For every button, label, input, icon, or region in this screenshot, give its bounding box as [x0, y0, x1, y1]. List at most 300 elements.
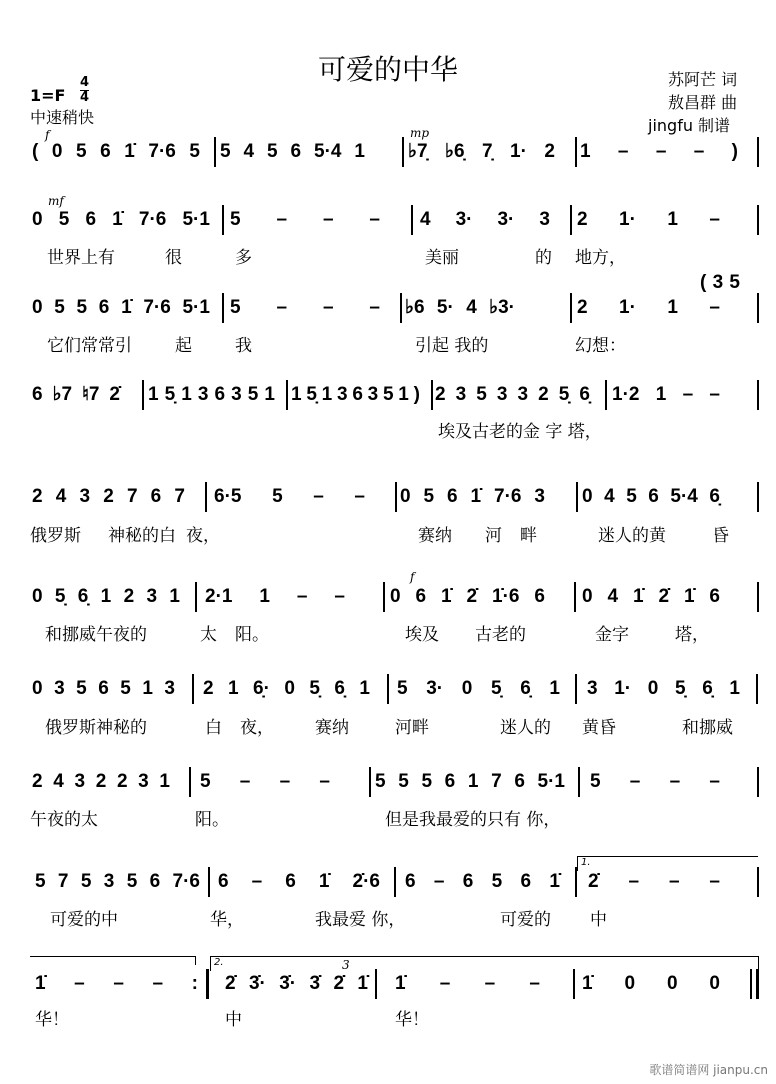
- note: 5: [272, 486, 283, 507]
- note: 2: [123, 586, 135, 607]
- note: 7: [126, 486, 138, 507]
- measure: [400, 486, 545, 508]
- note: 4: [55, 486, 67, 507]
- barline: [757, 482, 759, 512]
- note: 0: [647, 678, 659, 699]
- barline: [395, 482, 397, 512]
- note: 2̇: [466, 586, 478, 607]
- barline: [431, 380, 433, 410]
- note: –: [439, 973, 451, 994]
- note: 5·: [436, 297, 454, 318]
- note: 1: [169, 586, 180, 607]
- measure: [408, 141, 555, 163]
- note: 1: [181, 384, 192, 405]
- note: 3: [712, 272, 724, 293]
- note: 0: [461, 678, 473, 699]
- lyric: 午夜的太: [30, 810, 98, 830]
- note: 3: [367, 384, 379, 405]
- barline: [214, 137, 216, 167]
- lyric: 它们常常引: [47, 336, 132, 356]
- note: 6: [85, 209, 97, 230]
- measure: [35, 871, 200, 893]
- note: 2: [577, 297, 588, 318]
- measure: [35, 973, 198, 995]
- barline: [757, 767, 759, 797]
- note: 0: [582, 486, 593, 507]
- note: 2: [577, 209, 588, 230]
- lyric: 埃及: [405, 625, 439, 645]
- lyric: 华，: [210, 910, 244, 930]
- measure: [435, 384, 590, 406]
- lyric: 引起 我的: [415, 336, 489, 356]
- note: 3: [79, 486, 91, 507]
- note: –: [709, 209, 720, 230]
- lyric: 可爱的中: [50, 910, 118, 930]
- measure: [32, 209, 210, 231]
- measure: [588, 871, 720, 893]
- note: 7·6: [138, 209, 167, 230]
- note: –: [682, 384, 694, 405]
- note: 6: [709, 586, 720, 607]
- note: 3: [103, 871, 115, 892]
- note: ♮7: [82, 384, 100, 405]
- note: –: [668, 871, 680, 892]
- note: 1: [549, 678, 560, 699]
- lyric: 赛纳: [315, 718, 349, 738]
- barline: [575, 867, 577, 897]
- note: 1·: [619, 297, 636, 318]
- note: 1̇: [582, 973, 593, 994]
- barline: [605, 380, 607, 410]
- note: 3·: [426, 678, 444, 699]
- barline: [578, 767, 580, 797]
- lyric: 我: [235, 336, 252, 356]
- note: 5: [76, 297, 88, 318]
- note: 3: [138, 771, 149, 792]
- lyric: 地方，: [575, 248, 626, 268]
- note: 6̣: [709, 486, 720, 507]
- note: 6: [149, 871, 161, 892]
- note: 5̣: [309, 678, 320, 699]
- note: 4: [604, 486, 615, 507]
- note: (: [700, 272, 707, 293]
- note: 1̇: [441, 586, 452, 607]
- note: 5: [626, 486, 637, 507]
- measure: [582, 586, 720, 608]
- triplet-mark: 3: [342, 958, 350, 972]
- lyric: 昏: [712, 526, 729, 546]
- note: 0: [582, 586, 593, 607]
- measure: [577, 209, 720, 231]
- barline: [750, 969, 752, 999]
- volta-label: 2.: [214, 957, 224, 968]
- note: 5: [247, 384, 259, 405]
- lyric: 和挪威午夜的: [45, 625, 147, 645]
- dynamic-mf: mf: [48, 194, 64, 208]
- note: ♭7̣: [408, 141, 428, 162]
- watermark: 歌谱简谱网 jianpu.cn: [649, 1063, 768, 1077]
- note: 1: [655, 384, 667, 405]
- note: 6̣: [579, 384, 590, 405]
- note: 5·4: [314, 141, 342, 162]
- note: 6: [218, 871, 229, 892]
- measure: [420, 209, 550, 231]
- note: 1̇: [470, 486, 482, 507]
- note: –: [296, 586, 308, 607]
- note: 2: [32, 771, 43, 792]
- note: –: [529, 973, 540, 994]
- lyric: 多: [235, 248, 252, 268]
- note: –: [152, 973, 164, 994]
- note: –: [669, 771, 681, 792]
- note: 6̣: [77, 586, 89, 607]
- note: 4: [53, 771, 64, 792]
- lyric: 和挪威: [682, 718, 733, 738]
- note: 5: [491, 871, 503, 892]
- note: 0: [666, 973, 678, 994]
- note: 1: [264, 384, 275, 405]
- barline: [756, 969, 759, 999]
- arranger: jingfu 制谱: [648, 116, 731, 135]
- note: 3: [455, 384, 467, 405]
- note: ♭6̣: [445, 141, 465, 162]
- lyric: 阳。: [195, 810, 229, 830]
- note: 6: [462, 871, 474, 892]
- note: 6: [447, 486, 458, 507]
- note: 1̇: [632, 586, 644, 607]
- note: 1: [259, 586, 270, 607]
- note: –: [709, 297, 720, 318]
- note: 0: [32, 209, 43, 230]
- note: –: [709, 384, 720, 405]
- note: –: [484, 973, 496, 994]
- note: 5: [397, 678, 408, 699]
- note: 3: [539, 209, 550, 230]
- measure: [32, 141, 200, 163]
- note: 5̣: [490, 678, 502, 699]
- note: –: [628, 871, 640, 892]
- note: 1̇: [112, 209, 123, 230]
- note: 5: [80, 871, 92, 892]
- note: 3: [496, 384, 508, 405]
- measure: [32, 384, 120, 406]
- measure: [230, 297, 380, 319]
- note: ♭6: [405, 297, 425, 318]
- barline: [369, 767, 371, 797]
- note: –: [693, 141, 705, 162]
- note: 1·: [510, 141, 527, 162]
- note: –: [276, 297, 288, 318]
- note: 0: [32, 297, 43, 318]
- measure: [32, 678, 175, 700]
- note: 1·: [619, 209, 636, 230]
- note: 1: [100, 586, 112, 607]
- note: –: [251, 871, 263, 892]
- lyric: 畔: [520, 526, 537, 546]
- note: 3: [164, 678, 175, 699]
- note: –: [709, 871, 720, 892]
- note: 5: [35, 871, 46, 892]
- note: 1̇: [683, 586, 695, 607]
- barline: [192, 674, 194, 704]
- measure: [220, 141, 365, 163]
- lyric: 我最爱 你，: [315, 910, 406, 930]
- note: 2: [103, 486, 114, 507]
- note: –: [629, 771, 641, 792]
- note: –: [709, 771, 720, 792]
- measure: [32, 486, 185, 508]
- barline: [286, 380, 288, 410]
- barline: [222, 205, 224, 235]
- note: ♭7: [52, 384, 73, 405]
- dynamic-f: f: [45, 128, 50, 142]
- note: 6: [98, 297, 110, 318]
- note: 0: [709, 973, 720, 994]
- note: 0: [32, 678, 43, 699]
- key-signature: 1=F: [30, 86, 66, 105]
- lyric: 河畔: [395, 718, 429, 738]
- lyric: 塔，: [675, 625, 709, 645]
- volta-1-end: [30, 956, 196, 965]
- note: –: [113, 973, 124, 994]
- note: –: [369, 209, 380, 230]
- note: 3: [517, 384, 529, 405]
- measure: [203, 678, 370, 700]
- note: 7·6: [143, 297, 171, 318]
- note: 5: [126, 871, 138, 892]
- note: 6·5: [214, 486, 242, 507]
- measure: [230, 209, 380, 231]
- lyric: 世界上有: [47, 248, 115, 268]
- lyric: 俄罗斯神秘的: [45, 718, 147, 738]
- note: –: [319, 771, 330, 792]
- barline: [195, 582, 197, 612]
- note: –: [74, 973, 85, 994]
- note: 5̣: [306, 384, 317, 405]
- note: 5·1: [182, 297, 210, 318]
- note: –: [322, 209, 334, 230]
- note: 3̇·: [279, 973, 297, 994]
- note: 5̣: [54, 586, 66, 607]
- measure: [225, 973, 368, 995]
- note: 0: [400, 486, 411, 507]
- note: 2̇: [588, 871, 599, 892]
- note: 5: [76, 678, 87, 699]
- barline: [575, 137, 577, 167]
- note: :: [191, 973, 198, 994]
- measure: [390, 586, 545, 608]
- note: 3·: [455, 209, 473, 230]
- note: 1̇: [549, 871, 560, 892]
- barline: [208, 867, 210, 897]
- note: 7: [57, 871, 69, 892]
- lyric: 的: [535, 248, 552, 268]
- note: –: [354, 486, 365, 507]
- note: 1: [667, 209, 678, 230]
- note: 5: [375, 771, 386, 792]
- note: 2̇: [333, 973, 345, 994]
- note: 5: [220, 141, 231, 162]
- note: 2̇: [225, 973, 236, 994]
- note: 6: [100, 141, 111, 162]
- note: 0: [284, 678, 295, 699]
- note: 7·6: [494, 486, 522, 507]
- note: 5·1: [537, 771, 565, 792]
- note: 1̇: [395, 973, 406, 994]
- note: 6: [520, 871, 532, 892]
- note: 5: [421, 771, 433, 792]
- note: –: [313, 486, 324, 507]
- note: 1·2: [612, 384, 640, 405]
- note: 6: [405, 871, 416, 892]
- note: 1̇: [124, 141, 135, 162]
- barline: [757, 380, 759, 410]
- note: 2̇·6: [352, 871, 380, 892]
- note: 7·6: [172, 871, 200, 892]
- song-title: 可爱的中华: [317, 53, 458, 86]
- barline: [375, 969, 377, 999]
- composer: 敖昌群 曲: [668, 93, 738, 112]
- lyric: 可爱的: [500, 910, 551, 930]
- barline: [206, 969, 209, 999]
- barline: [757, 867, 759, 897]
- note: 1̇·6: [492, 586, 520, 607]
- lyric: 起: [175, 336, 192, 356]
- note: 1: [398, 384, 409, 405]
- time-signature: [80, 76, 89, 105]
- lyric: 华！: [35, 1010, 69, 1030]
- measure: [218, 871, 380, 893]
- note: 1: [159, 771, 170, 792]
- time-signature-top: 4: [80, 75, 90, 90]
- note: –: [433, 871, 445, 892]
- note: 5: [189, 141, 200, 162]
- note: 5: [729, 272, 740, 293]
- note: 5·1: [182, 209, 210, 230]
- note: ): [731, 141, 738, 162]
- note: 1: [228, 678, 239, 699]
- barline: [757, 293, 759, 323]
- note: 1: [729, 678, 740, 699]
- barline: [570, 293, 572, 323]
- note: 3: [231, 384, 242, 405]
- note: 1: [321, 384, 333, 405]
- barline: [400, 293, 402, 323]
- note: 2: [116, 771, 128, 792]
- note: 6: [32, 384, 43, 405]
- lyricist: 苏阿芒 词: [668, 70, 738, 89]
- note: 5̣: [674, 678, 686, 699]
- note: 6: [150, 486, 162, 507]
- barline: [573, 969, 575, 999]
- note: 3: [336, 384, 348, 405]
- note: 6: [214, 384, 226, 405]
- measure: [582, 973, 720, 995]
- measure: [587, 678, 740, 700]
- measure: [590, 771, 720, 793]
- note: 3: [146, 586, 158, 607]
- measure: [200, 771, 330, 793]
- measure: [32, 586, 180, 608]
- lyric: 黄昏: [582, 718, 616, 738]
- note: 0: [624, 973, 636, 994]
- note: 3: [587, 678, 598, 699]
- lyric: 赛纳: [418, 526, 452, 546]
- note: –: [655, 141, 667, 162]
- note: 7̣: [482, 141, 493, 162]
- barline: [575, 674, 577, 704]
- tempo-marking: 中速稍快: [30, 108, 95, 127]
- barline: [142, 380, 144, 410]
- note: 4: [420, 209, 431, 230]
- lyric: 金字: [595, 625, 629, 645]
- note: 1: [359, 678, 370, 699]
- measure: [291, 384, 420, 406]
- measure: [582, 486, 720, 508]
- note: 1: [580, 141, 591, 162]
- note: 5: [58, 209, 70, 230]
- note: 1̇: [121, 297, 132, 318]
- note: 3: [534, 486, 545, 507]
- measure: [32, 771, 170, 793]
- barline: [394, 867, 396, 897]
- note: 5: [476, 384, 487, 405]
- lyric: 华！: [395, 1010, 429, 1030]
- note: 5: [230, 297, 241, 318]
- note: 1: [148, 384, 159, 405]
- note: 5: [76, 141, 87, 162]
- measure: [577, 297, 720, 319]
- note: 5: [120, 678, 131, 699]
- note: 6: [290, 141, 302, 162]
- lyric: 中: [225, 1010, 242, 1030]
- note: 2·1: [205, 586, 233, 607]
- note: 1̇: [318, 871, 330, 892]
- dynamic-f-2: f: [410, 570, 415, 584]
- note: 0: [390, 586, 401, 607]
- lyric: 埃及古老的金 字 塔，: [438, 422, 602, 442]
- lyric: 阳。: [235, 625, 269, 645]
- note: 5: [54, 297, 65, 318]
- note: 3̇: [309, 973, 321, 994]
- barline: [411, 205, 413, 235]
- note: 0: [32, 586, 43, 607]
- note: 5: [382, 384, 394, 405]
- volta-bracket: [577, 856, 758, 871]
- dynamic-mp: mp: [410, 126, 430, 140]
- measure: [405, 871, 560, 893]
- note: 6̣·: [253, 678, 270, 699]
- note: 1: [142, 678, 153, 699]
- lyric: 幻想：: [575, 336, 626, 356]
- note: ): [413, 384, 420, 405]
- note: 2: [544, 141, 555, 162]
- barline: [574, 582, 576, 612]
- measure: [405, 297, 515, 319]
- note: 2: [435, 384, 446, 405]
- note: 3: [197, 384, 209, 405]
- note: 2: [95, 771, 107, 792]
- note: 1·: [614, 678, 632, 699]
- measure: [32, 297, 210, 319]
- note: 0: [51, 141, 63, 162]
- note: 1̇: [35, 973, 46, 994]
- volta-bracket: [210, 956, 759, 971]
- note: 1̇: [357, 973, 368, 994]
- lyric: 太: [200, 625, 217, 645]
- measure: [205, 586, 345, 608]
- note: 2̇: [658, 586, 670, 607]
